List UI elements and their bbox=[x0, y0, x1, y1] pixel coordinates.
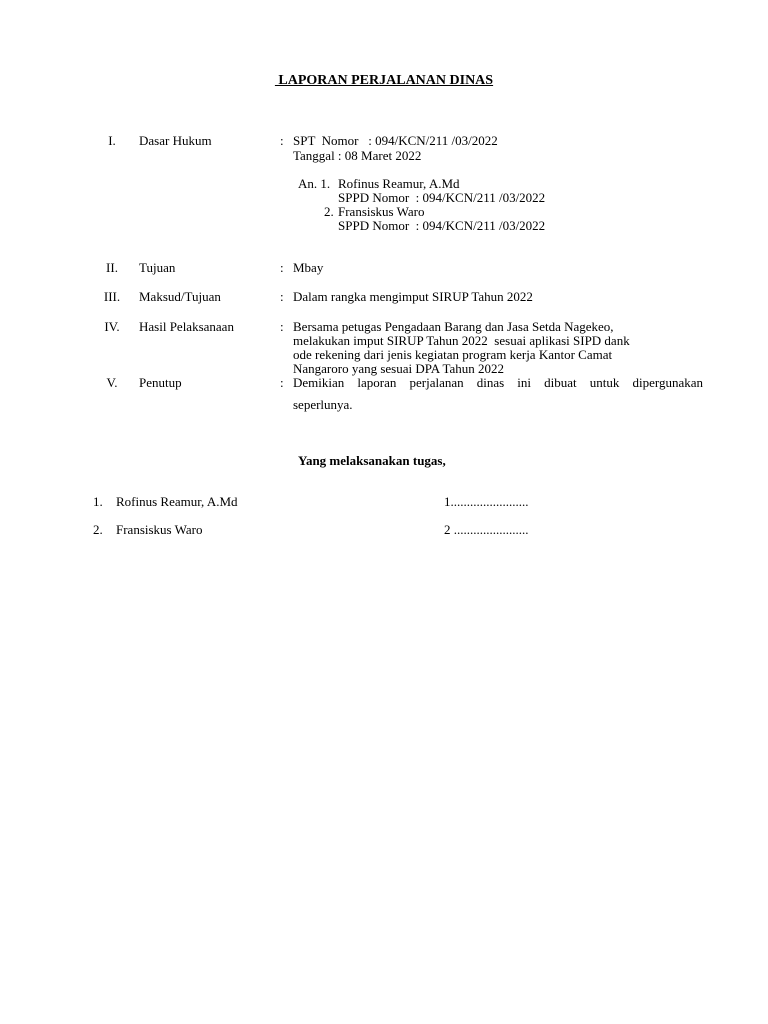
section-colon: : bbox=[280, 319, 284, 334]
section-number: V. bbox=[106, 375, 118, 390]
section-text-line: Dalam rangka mengimput SIRUP Tahun 2022 bbox=[293, 289, 533, 304]
section-text-line: Nangaroro yang sesuai DPA Tahun 2022 bbox=[293, 361, 505, 376]
signers-heading: Yang melaksanakan tugas, bbox=[298, 453, 446, 468]
section-label: Tujuan bbox=[139, 260, 176, 275]
signer-number: 1. bbox=[93, 494, 103, 509]
section-colon: : bbox=[280, 133, 284, 148]
section-number: II. bbox=[106, 260, 118, 275]
section-text-line: Bersama petugas Pengadaan Barang dan Jasa Setda Nagekeo, bbox=[293, 319, 614, 334]
an-name-1: Rofinus Reamur, A.Md bbox=[338, 176, 460, 191]
section-text-line: Demikian laporan perjalanan dinas ini dibuat untuk dipergunakan bbox=[293, 375, 703, 390]
section-label: Dasar Hukum bbox=[139, 133, 212, 148]
spt-number-line: SPT Nomor : 094/KCN/211 /03/2022 bbox=[293, 133, 498, 148]
section-label: Hasil Pelaksanaan bbox=[139, 319, 234, 334]
document-title: LAPORAN PERJALANAN DINAS bbox=[274, 73, 494, 88]
sppd-line-2: SPPD Nomor : 094/KCN/211 /03/2022 bbox=[338, 218, 546, 233]
signer-name: Fransiskus Waro bbox=[116, 522, 203, 537]
section-label: Maksud/Tujuan bbox=[139, 289, 221, 304]
signer-number: 2. bbox=[93, 522, 103, 537]
signature-line: 1........................ bbox=[444, 494, 529, 509]
section-colon: : bbox=[280, 260, 284, 275]
an-prefix: An. 1. bbox=[298, 176, 331, 191]
section-colon: : bbox=[280, 289, 284, 304]
section-text-line: ode rekening dari jenis kegiatan program kerja Kantor Camat bbox=[293, 347, 613, 362]
section-text-line: melakukan imput SIRUP Tahun 2022 sesuai aplikasi SIPD dank bbox=[293, 333, 630, 348]
signer-name: Rofinus Reamur, A.Md bbox=[116, 494, 238, 509]
section-text-line: seperlunya. bbox=[293, 397, 353, 412]
an-name-2: Fransiskus Waro bbox=[338, 204, 425, 219]
section-label: Penutup bbox=[139, 375, 182, 390]
spt-date-line: Tanggal : 08 Maret 2022 bbox=[293, 148, 422, 163]
signature-line: 2 ....................... bbox=[444, 522, 529, 537]
section-colon: : bbox=[280, 375, 284, 390]
section-number: IV. bbox=[104, 319, 120, 334]
section-number: I. bbox=[108, 133, 116, 148]
section-text-line: Mbay bbox=[293, 260, 324, 275]
an-number-2: 2. bbox=[324, 204, 334, 219]
sppd-line-1: SPPD Nomor : 094/KCN/211 /03/2022 bbox=[338, 190, 546, 205]
section-number: III. bbox=[103, 289, 121, 304]
